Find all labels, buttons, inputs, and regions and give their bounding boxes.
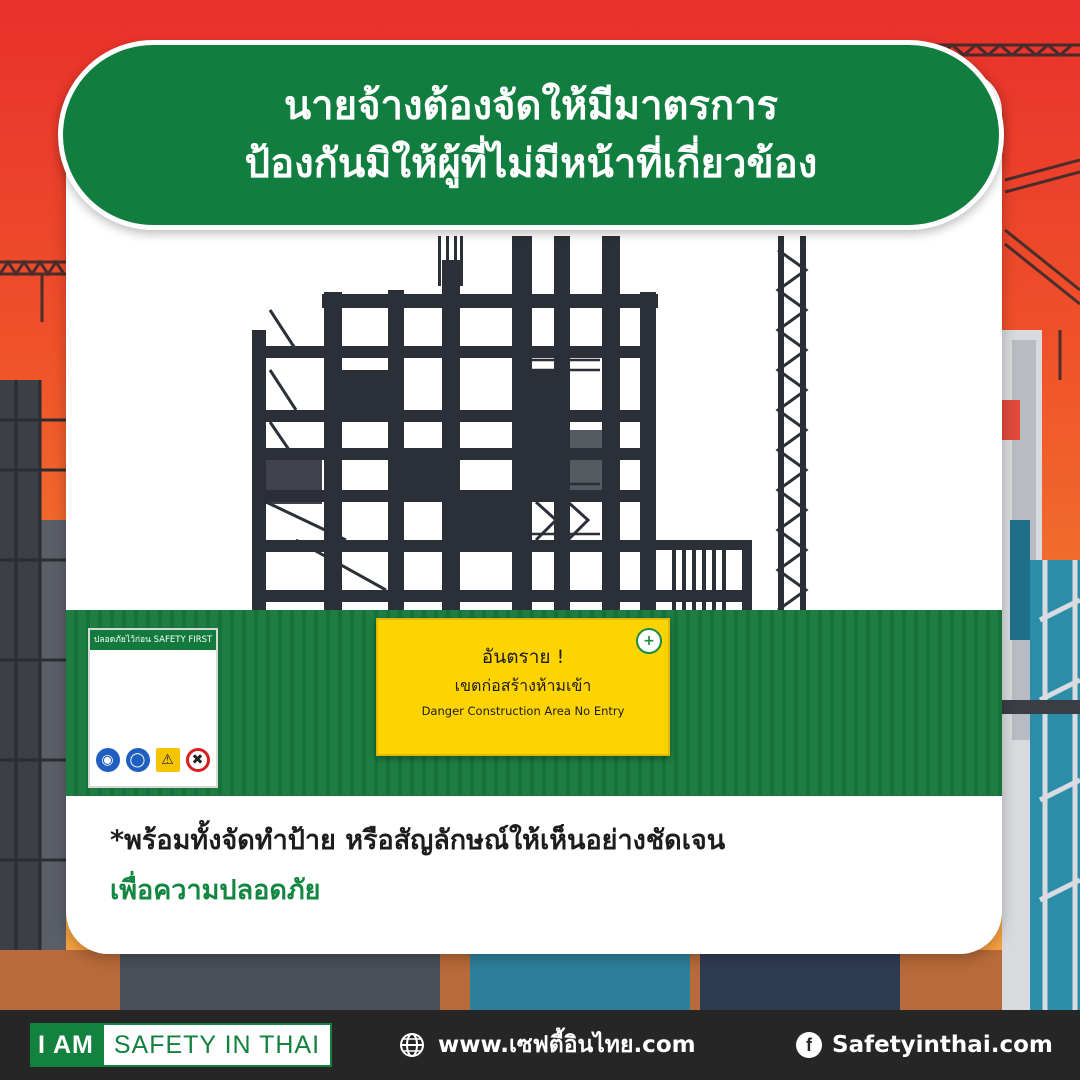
hard-hat-icon: ◉ bbox=[94, 748, 121, 782]
safety-cross-badge-icon: + bbox=[636, 628, 662, 654]
headline-line-1: นายจ้างต้องจัดให้มีมาตรการ bbox=[283, 83, 779, 129]
note-highlight-text: เพื่อความปลอดภัย bbox=[110, 875, 321, 906]
danger-sign-english-text: Danger Construction Area No Entry bbox=[421, 704, 625, 718]
safety-first-board bbox=[88, 628, 218, 788]
danger-sign-thai-text: เขตก่อสร้างห้ามเข้า bbox=[454, 676, 592, 695]
website-link[interactable] bbox=[398, 1010, 696, 1080]
facebook-text: Safetyinthai.com bbox=[832, 1032, 1053, 1058]
brand-logo-i-am: I AM bbox=[30, 1023, 102, 1067]
no-entry-icon: ✖ bbox=[184, 748, 211, 782]
brand-logo[interactable] bbox=[30, 1023, 332, 1067]
website-text: www.เซฟตี้อินไทย.com bbox=[438, 1032, 696, 1058]
site-hoarding-fence bbox=[66, 610, 1002, 796]
note-text: *พร้อมทั้งจัดทำป้าย หรือสัญลักษณ์ให้เห็นอย่างชัดเจน bbox=[110, 825, 726, 856]
safety-harness-icon: ◯ bbox=[124, 748, 151, 782]
footer-bar bbox=[0, 1010, 1080, 1080]
safety-icon-row bbox=[94, 748, 211, 782]
safety-first-heading: ปลอดภัยไว้ก่อน SAFETY FIRST bbox=[90, 630, 216, 650]
facebook-icon: f bbox=[796, 1032, 822, 1058]
globe-icon bbox=[398, 1031, 426, 1059]
brand-logo-safety-in-thai: SAFETY IN THAI bbox=[102, 1023, 332, 1067]
danger-sign-title: อันตราย ! bbox=[481, 646, 565, 668]
headline-line-2: ป้องกันมิให้ผู้ที่ไม่มีหน้าที่เกี่ยวข้อง bbox=[244, 141, 818, 187]
danger-sign bbox=[376, 618, 670, 756]
facebook-link[interactable] bbox=[796, 1010, 1053, 1080]
headline-banner bbox=[58, 40, 1004, 230]
caution-icon: ⚠ bbox=[154, 748, 181, 782]
